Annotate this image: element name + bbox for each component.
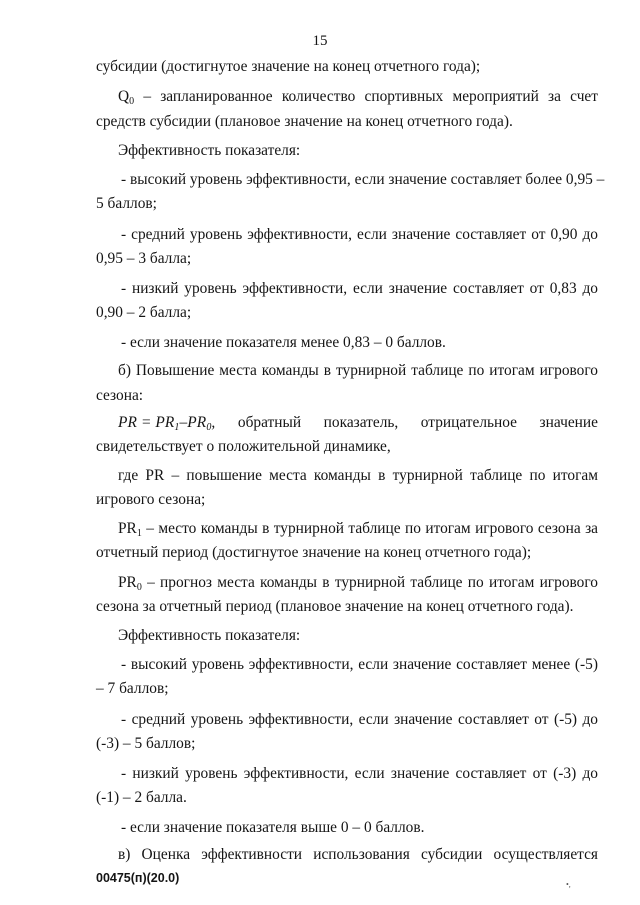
text-line: - средний уровень эффективности, если значение составляет от 0,90 до [121,226,598,243]
text-line: средств субсидии (плановое значение на конец отчетного года). [96,113,513,130]
page-number: 15 [312,33,328,49]
text-line: сезона за отчетный период (плановое значение на конец отчетного года). [96,598,574,615]
text-line: – 7 баллов; [96,680,169,697]
text-line-pr1: $PR_1$ – место команды в турнирной таблице по итогам игрового сезона за [118,520,598,539]
text-line: игрового сезона; [96,491,206,508]
text-line: отчетный период (достигнутое значение на конец отчетного года); [96,544,532,561]
text-word: обратный [237,414,302,431]
text-line: в) Оценка эффективности использования субсидии осуществляется [118,846,598,863]
formula: PR = $PR_1-PR_0$, [118,414,216,433]
text-word: значение [539,414,598,431]
text-line: Эффективность показателя: [118,627,301,644]
text-line: свидетельствует о положительной динамике, [96,438,391,455]
text-line-pr0: $PR_0$ – прогноз места команды в турнирной таблице по итогам игрового [118,574,598,593]
document-code: 00475(п)(20.0) [96,871,180,885]
text-line: - средний уровень эффективности, если значение составляет от (-5) до [121,711,598,728]
text-line: - если значение показателя выше 0 – 0 баллов. [121,819,425,836]
text-line: 0,90 – 2 балла; [96,304,192,321]
text-line: б) Повышение места команды в турнирной таблице по итогам игрового [118,362,598,379]
text-line: (-3) – 5 баллов; [96,735,196,752]
text-line: - если значение показателя менее 0,83 – 0 баллов. [121,334,446,351]
scan-mark: •, [566,880,571,889]
text-line: - высокий уровень эффективности, если значение составляет менее (-5) [121,656,598,673]
text-line: - высокий уровень эффективности, если значение составляет более 0,95 – [121,171,605,188]
text-word: показатель, [323,414,399,431]
text-line: сезона: [96,387,144,404]
formula-line [118,413,598,433]
text-line: субсидии (достигнутое значение на конец отчетного года); [96,58,481,75]
text-line: 5 баллов; [96,195,157,212]
text-line: - низкий уровень эффективности, если значение составляет от 0,83 до [121,280,598,297]
text-line: 0,95 – 3 балла; [96,250,192,267]
text-line-q0: $Q_0$ – запланированное количество спортивных мероприятий за счет [118,88,598,107]
text-word: отрицательное [420,414,518,431]
text-line: где PR – повышение места команды в турнирной таблице по итогам [118,467,598,484]
text-line: (-1) – 2 балла. [96,789,187,806]
text-line: Эффективность показателя: [118,142,301,159]
text-line: - низкий уровень эффективности, если значение составляет от (-3) до [121,765,598,782]
